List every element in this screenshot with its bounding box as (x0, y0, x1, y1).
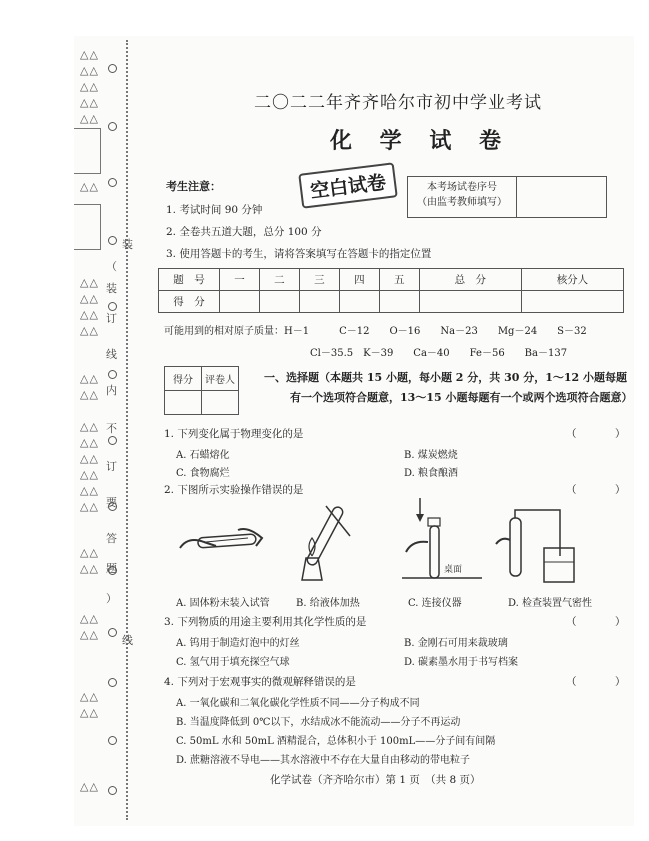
score-cell[interactable] (220, 291, 260, 313)
binding-instruction-char: （ (106, 260, 117, 273)
binding-triangle: △△ (80, 96, 99, 109)
binding-instruction-char: 装 (122, 238, 133, 251)
score-cell[interactable] (259, 291, 299, 313)
score-header-cell: 一 (220, 269, 260, 291)
question-stem: 3. 下列物质的用途主要利用其化学性质的是 (164, 616, 367, 628)
binding-hole-icon (108, 786, 117, 795)
binding-triangle: △△ (80, 452, 99, 465)
binding-triangle: △△ (80, 324, 99, 337)
binding-hole-icon (108, 178, 117, 187)
binding-triangle: △△ (80, 706, 99, 719)
grader-score-label: 得分 (165, 367, 202, 391)
option[interactable]: C. 食物腐烂 (176, 468, 230, 479)
option[interactable]: D. 检查装置气密性 (508, 598, 593, 609)
seat-number-box (407, 176, 607, 218)
binding-triangle: △△ (80, 420, 99, 433)
option[interactable]: A. 一氧化碳和二氧化碳化学性质不同——分子构成不同 (176, 698, 420, 709)
binding-triangle: △△ (80, 484, 99, 497)
score-header-cell: 三 (299, 269, 339, 291)
answer-paren[interactable]: （ ） (566, 676, 640, 688)
option[interactable]: A. 石蜡熔化 (176, 450, 230, 461)
binding-instruction-char: 订 (106, 312, 117, 325)
score-header-cell: 核分人 (521, 269, 623, 291)
option[interactable]: B. 金刚石可用来裁玻璃 (404, 638, 508, 649)
desk-label: 桌面 (444, 565, 463, 575)
grader-name-cell[interactable] (202, 391, 239, 415)
binding-hole-icon (108, 628, 117, 637)
note-item: 2. 全卷共五道大题，总分 100 分 (166, 226, 322, 238)
question-stem: 2. 下图所示实验操作错误的是 (164, 484, 304, 496)
binding-triangle: △△ (80, 436, 99, 449)
binding-triangle: △△ (80, 388, 99, 401)
binding-triangle: △△ (80, 546, 99, 559)
score-cell[interactable] (379, 291, 419, 313)
binding-triangle: △△ (80, 500, 99, 513)
binding-hole-icon (108, 64, 117, 73)
grader-score-cell[interactable] (165, 391, 202, 415)
margin-box (74, 204, 101, 250)
page-footer: 化学试卷（齐齐哈尔市）第 1 页 （共 8 页） (270, 774, 481, 786)
seat-box-hint: （由监考教师填写） (417, 197, 507, 208)
binding-instruction-char: 题 (106, 562, 117, 575)
score-header-cell: 五 (379, 269, 419, 291)
binding-triangle: △△ (80, 780, 99, 793)
figure-a-powder-into-tube (176, 512, 266, 572)
option[interactable]: B. 当温度降低到 0℃以下，水结成冰不能流动——分子不再运动 (176, 717, 461, 728)
option[interactable]: B. 给液体加热 (296, 598, 360, 609)
blank-paper-stamp: 空白试卷 (298, 162, 398, 208)
binding-instruction-char: 线 (122, 634, 133, 647)
answer-paren[interactable]: （ ） (566, 428, 640, 440)
score-cell[interactable] (521, 291, 623, 313)
grader-name-label: 评卷人 (202, 367, 239, 391)
score-cell[interactable] (419, 291, 521, 313)
seat-number-field[interactable] (517, 177, 606, 217)
binding-hole-icon (108, 736, 117, 745)
binding-triangle: △△ (80, 612, 99, 625)
seat-box-label: 本考场试卷序号 (427, 182, 497, 193)
note-item: 1. 考试时间 90 分钟 (166, 204, 263, 216)
binding-triangle: △△ (80, 276, 99, 289)
binding-triangle: △△ (80, 468, 99, 481)
binding-triangle: △△ (80, 180, 99, 193)
score-header-cell: 二 (259, 269, 299, 291)
option[interactable]: C. 连接仪器 (408, 598, 462, 609)
binding-instruction-char: 答 (106, 532, 117, 545)
binding-instruction-char: 装 (106, 282, 117, 295)
score-cell[interactable] (299, 291, 339, 313)
binding-triangle: △△ (80, 372, 99, 385)
score-row-label: 得 分 (159, 291, 220, 313)
option[interactable]: D. 粮食酿酒 (404, 468, 459, 479)
binding-hole-icon (108, 436, 117, 445)
score-header-cell: 题 号 (159, 269, 220, 291)
binding-triangle: △△ (80, 48, 99, 61)
option[interactable]: C. 50mL 水和 50mL 酒精混合，总体积小于 100mL——分子间有间隔 (176, 736, 496, 747)
answer-paren[interactable]: （ ） (566, 616, 640, 628)
section-1-heading-cont: 有一个选项符合题意，13～15 小题每题有一个或两个选项符合题意） (290, 391, 633, 404)
binding-hole-icon (108, 678, 117, 687)
binding-triangle: △△ (80, 292, 99, 305)
binding-instruction-char: ） (106, 592, 117, 605)
option[interactable]: A. 固体粉末装入试管 (176, 598, 270, 609)
grader-table (164, 366, 239, 415)
binding-triangle: △△ (80, 64, 99, 77)
question-stem: 1. 下列变化属于物理变化的是 (164, 428, 304, 440)
atomic-masses-line: Cl－35.5 K－39 Ca－40 Fe－56 Ba－137 (310, 348, 568, 359)
option[interactable]: B. 煤炭燃烧 (404, 450, 458, 461)
option[interactable]: D. 蔗糖溶液不导电——其水溶液中不存在大量自由移动的带电粒子 (176, 755, 471, 766)
score-header-cell: 四 (339, 269, 379, 291)
atomic-masses-line: 可能用到的相对原子质量：H－1 C－12 O－16 Na－23 Mg－24 S－32 (164, 326, 587, 337)
binding-instruction-char: 订 (106, 460, 117, 473)
question-stem: 4. 下列对于宏观事实的微观解释错误的是 (164, 676, 356, 688)
binding-instruction-char: 内 (106, 384, 117, 397)
figure-c-connecting-apparatus (402, 496, 482, 586)
option[interactable]: D. 碳素墨水用于书写档案 (404, 657, 519, 668)
binding-triangle: △△ (80, 112, 99, 125)
note-item: 3. 使用答题卡的考生，请将答案填写在答题卡的指定位置 (166, 248, 432, 260)
figure-b-heating-liquid (292, 498, 372, 582)
binding-hole-icon (108, 370, 117, 379)
score-header-cell: 总 分 (419, 269, 521, 291)
binding-triangle: △△ (80, 562, 99, 575)
binding-triangle: △△ (80, 628, 99, 641)
binding-instruction-char: 要 (106, 496, 117, 509)
binding-hole-icon (108, 236, 117, 245)
notes-title: 考生注意： (166, 180, 221, 193)
answer-paren[interactable]: （ ） (566, 484, 640, 496)
figure-d-airtightness-check (492, 508, 582, 588)
exam-subtitle: 化 学 试 卷 (330, 128, 511, 154)
binding-triangle: △△ (80, 308, 99, 321)
binding-instruction-char: 线 (106, 348, 117, 361)
binding-line (126, 40, 128, 820)
score-cell[interactable] (339, 291, 379, 313)
binding-hole-icon (108, 122, 117, 131)
option[interactable]: C. 氢气用于填充探空气球 (176, 657, 290, 668)
exam-title: 二〇二二年齐齐哈尔市初中学业考试 (254, 93, 542, 113)
binding-triangle: △△ (80, 690, 99, 703)
margin-box (74, 128, 101, 174)
binding-instruction-char: 不 (106, 422, 117, 435)
option[interactable]: A. 钨用于制造灯泡中的灯丝 (176, 638, 300, 649)
score-table (158, 268, 624, 313)
binding-triangle: △△ (80, 80, 99, 93)
section-1-heading: 一、选择题（本题共 15 小题，每小题 2 分，共 30 分，1～12 小题每题 (264, 371, 628, 384)
